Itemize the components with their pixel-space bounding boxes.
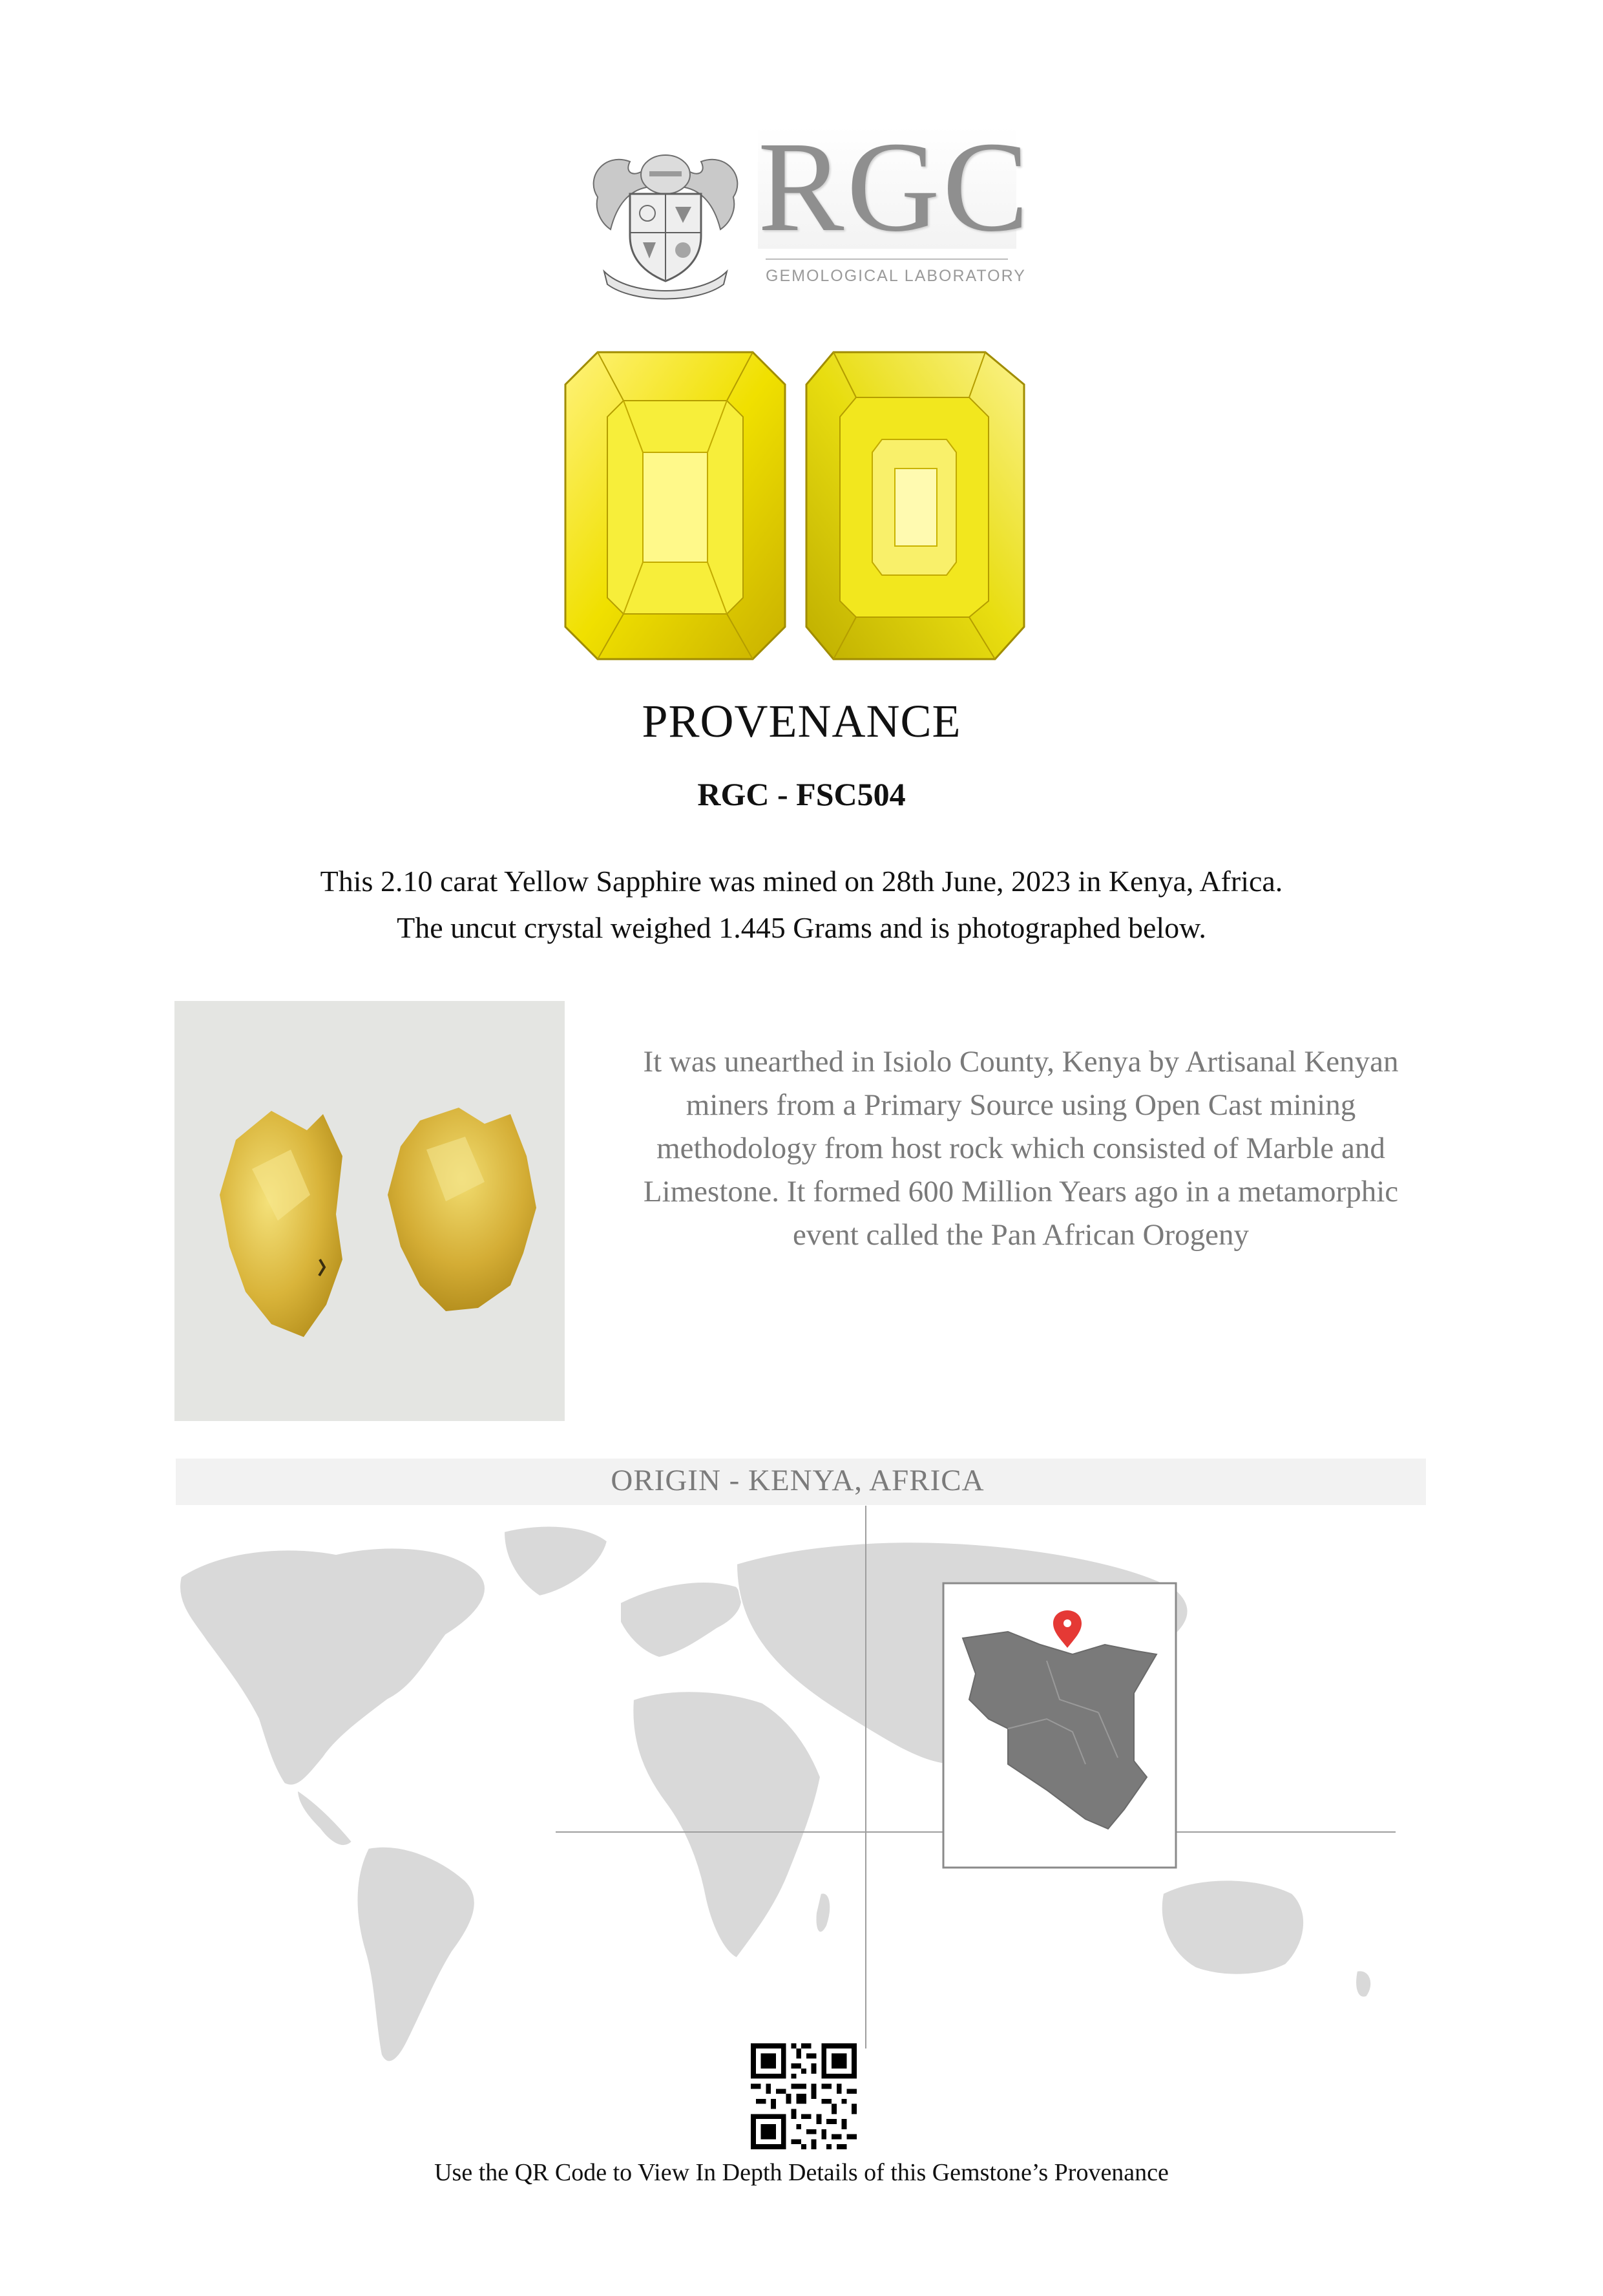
provenance-summary — [0, 858, 1603, 951]
lab-logo — [585, 116, 1032, 304]
logo-wordmark: RGC — [758, 116, 1032, 258]
summary-line-1: This 2.10 carat Yellow Sapphire was mined on 28th June, 2023 in Kenya, Africa. — [320, 865, 1283, 898]
provenance-narrative: It was unearthed in Isiolo County, Kenya by Artisanal Kenyan miners from a Primary Source using Open Cast mining methodology from host rock which consisted of Marble and Limestone. It formed 600 Million Years ago in a metamorphic event called the Pan African Orogeny — [643, 1045, 1399, 1252]
logo-divider — [766, 258, 1008, 260]
crest-icon — [585, 139, 746, 300]
page-title: PROVENANCE — [642, 695, 961, 747]
summary-line-2: The uncut crystal weighed 1.445 Grams and is photographed below. — [397, 911, 1206, 944]
qr-caption: Use the QR Code to View In Depth Details of this Gemstone’s Provenance — [434, 2159, 1169, 2186]
cut-gemstones-image — [562, 349, 1027, 666]
origin-label: ORIGIN - KENYA, AFRICA — [611, 1464, 985, 1497]
qr-code[interactable] — [751, 2043, 857, 2149]
lab-name: GEMOLOGICAL LABORATORY — [766, 267, 1026, 285]
rough-crystal-image — [174, 1001, 565, 1421]
world-map — [168, 1506, 1434, 2087]
reference-number: RGC - FSC504 — [697, 776, 906, 812]
